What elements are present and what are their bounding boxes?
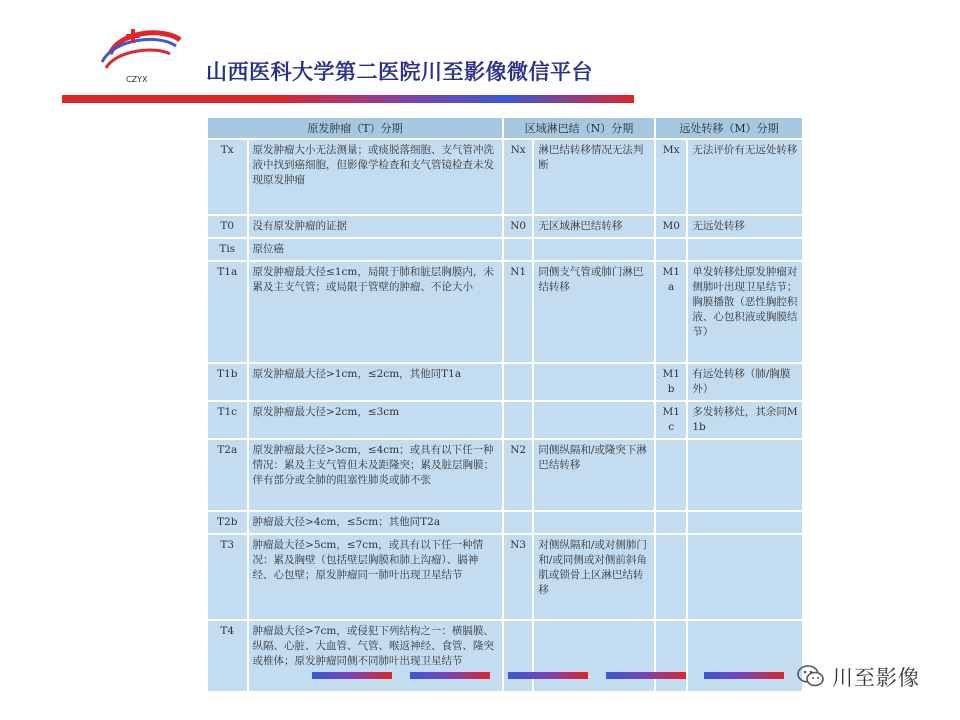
m-stage-description <box>688 621 802 691</box>
m-stage-code: M1a <box>656 262 686 362</box>
m-stage-code: M1b <box>656 364 686 400</box>
m-stage-code <box>656 535 686 619</box>
m-stage-description: 多发转移灶，其余同M1b <box>688 402 802 438</box>
m-stage-description: 无法评价有无远处转移 <box>688 140 802 214</box>
m-stage-code <box>656 440 686 510</box>
m-stage-description <box>688 239 802 260</box>
n-stage-code <box>504 512 532 533</box>
table-body <box>208 140 802 691</box>
n-stage-description: 淋巴结转移情况无法判断 <box>534 140 654 214</box>
t-stage-description: 原发肿瘤大小无法测量；或痰脱落细胞、支气管冲洗液中找到癌细胞，但影像学检查和支气管镜检查未发现原发肿瘤 <box>249 140 502 214</box>
t-stage-code: T2b <box>208 512 247 533</box>
table-row <box>208 402 802 438</box>
m-stage-code <box>656 621 686 691</box>
m-stage-description <box>688 535 802 619</box>
t-stage-code: T1a <box>208 262 247 362</box>
page-title: 山西医科大学第二医院川至影像微信平台 <box>206 60 593 84</box>
m-stage-description: 无远处转移 <box>688 216 802 237</box>
table-row <box>208 364 802 400</box>
n-stage-description: 同侧支气管或肺门淋巴结转移 <box>534 262 654 362</box>
footer-bar <box>606 672 686 679</box>
t-stage-description: 没有原发肿瘤的证据 <box>249 216 502 237</box>
m-stage-description: 有远处转移（肺/胸膜外） <box>688 364 802 400</box>
t-stage-description: 肿瘤最大径>4cm，≤5cm；其他同T2a <box>249 512 502 533</box>
header-m-stage: 远处转移（M）分期 <box>656 118 802 138</box>
t-stage-code: T0 <box>208 216 247 237</box>
table-row <box>208 535 802 619</box>
n-stage-description: 对侧纵隔和/或对侧肺门和/或同侧或对侧前斜角肌或锁骨上区淋巴结转移 <box>534 535 654 619</box>
t-stage-description: 原发肿瘤最大径>2cm，≤3cm <box>249 402 502 438</box>
n-stage-description <box>534 402 654 438</box>
n-stage-description <box>534 512 654 533</box>
m-stage-code: M1c <box>656 402 686 438</box>
hospital-logo <box>96 24 186 86</box>
header-n-stage: 区域淋巴结（N）分期 <box>504 118 654 138</box>
wechat-icon <box>796 663 826 689</box>
m-stage-code: M0 <box>656 216 686 237</box>
m-stage-description <box>688 512 802 533</box>
t-stage-description: 肿瘤最大径>7cm，或侵犯下列结构之一：横膈膜、纵隔、心脏、大血管、气管、喉返神经、食管、隆突或椎体；原发肿瘤同侧不同肺叶出现卫星结节 <box>249 621 502 691</box>
m-stage-description: 单发转移灶原发肿瘤对侧肺叶出现卫星结节；胸膜播散（恶性胸腔积液、心包积液或胸膜结节） <box>688 262 802 362</box>
t-stage-code: T3 <box>208 535 247 619</box>
table-row <box>208 440 802 510</box>
n-stage-code: N3 <box>504 535 532 619</box>
footer-bar <box>508 672 588 679</box>
n-stage-code <box>504 239 532 260</box>
t-stage-description: 原发肿瘤最大径>1cm，≤2cm，其他同T1a <box>249 364 502 400</box>
footer-bar <box>312 672 392 679</box>
t-stage-description: 原发肿瘤最大径>3cm，≤4cm；或具有以下任一种情况：累及主支气管但未及距隆突；累及脏层胸膜；伴有部分或全肺的阻塞性肺炎或肺不张 <box>249 440 502 510</box>
n-stage-code: Nx <box>504 140 532 214</box>
footer-bar <box>410 672 490 679</box>
t-stage-description: 原位癌 <box>249 239 502 260</box>
table-row <box>208 512 802 533</box>
n-stage-code <box>504 364 532 400</box>
t-stage-description: 肿瘤最大径>5cm，≤7cm，或具有以下任一种情况：累及胸壁（包括壁层胸膜和肺上沟瘤）、膈神经、心包壁；原发肿瘤同一肺叶出现卫星结节 <box>249 535 502 619</box>
logo-text: CZYX <box>126 75 148 84</box>
n-stage-code: N0 <box>504 216 532 237</box>
t-stage-code: Tis <box>208 239 247 260</box>
n-stage-description: 同侧纵隔和/或隆突下淋巴结转移 <box>534 440 654 510</box>
n-stage-description <box>534 364 654 400</box>
footer-bar <box>704 672 784 679</box>
t-stage-code: T4 <box>208 621 247 691</box>
tnm-staging-table <box>206 116 804 693</box>
t-stage-code: T1c <box>208 402 247 438</box>
footer-brand: 川至影像 <box>832 666 920 690</box>
m-stage-code <box>656 239 686 260</box>
n-stage-description <box>534 621 654 691</box>
m-stage-code <box>656 512 686 533</box>
t-stage-description: 原发肿瘤最大径≤1cm，局限于肺和脏层胸膜内，未累及主支气管；或局限于管壁的肿瘤、不论大小 <box>249 262 502 362</box>
header-t-stage: 原发肿瘤（T）分期 <box>208 118 502 138</box>
m-stage-code: Mx <box>656 140 686 214</box>
table-header-row <box>208 118 802 138</box>
table-row <box>208 621 802 691</box>
n-stage-code: N2 <box>504 440 532 510</box>
header-divider <box>62 95 634 103</box>
n-stage-code <box>504 621 532 691</box>
t-stage-code: Tx <box>208 140 247 214</box>
staging-table-container <box>206 116 804 667</box>
table-row <box>208 262 802 362</box>
table-row <box>208 140 802 214</box>
t-stage-code: T2a <box>208 440 247 510</box>
n-stage-code <box>504 402 532 438</box>
table-row <box>208 239 802 260</box>
n-stage-description <box>534 239 654 260</box>
t-stage-code: T1b <box>208 364 247 400</box>
n-stage-code: N1 <box>504 262 532 362</box>
table-row <box>208 216 802 237</box>
n-stage-description: 无区域淋巴结转移 <box>534 216 654 237</box>
m-stage-description <box>688 440 802 510</box>
